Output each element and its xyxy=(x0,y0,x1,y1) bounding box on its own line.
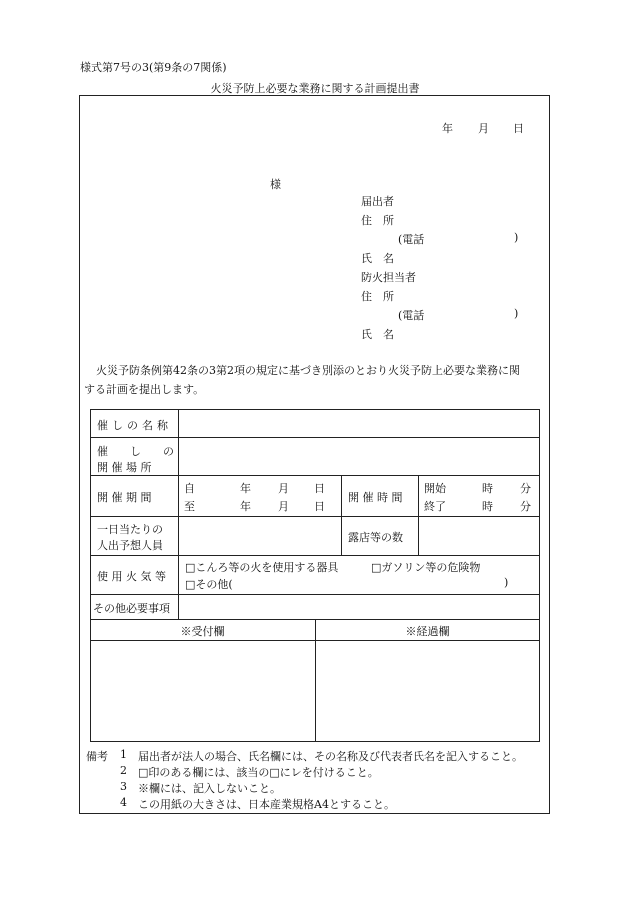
note-text: 届出者が法人の場合、氏名欄には、その名称及び代表者氏名を記入すること。 xyxy=(138,750,523,763)
period-to-day: 日 xyxy=(314,500,325,513)
notifier-phone-close: ) xyxy=(514,231,519,244)
note-number: 4 xyxy=(120,796,127,809)
application-table xyxy=(90,409,540,742)
body-text-line1: 火災予防条例第42条の3第2項の規定に基づき別添のとおり火災予防上必要な業務に関 xyxy=(96,364,520,377)
fire-officer-address-label: 住 所 xyxy=(361,290,394,303)
period-label: 開 催 期 間 xyxy=(97,491,152,504)
reception-header: ※受付欄 xyxy=(180,625,225,638)
venue-label-line2: 開 催 場 所 xyxy=(97,461,152,474)
note-number: 3 xyxy=(120,780,127,793)
period-to-month: 月 xyxy=(278,500,289,513)
visitors-label-line1: 一日当たりの xyxy=(97,523,163,536)
period-from-label: 自 xyxy=(184,482,195,495)
notifier-label: 届出者 xyxy=(361,195,394,208)
notifier-phone-open: (電話 xyxy=(398,233,425,246)
progress-box xyxy=(316,641,539,741)
time-start-minute: 分 xyxy=(520,482,531,495)
period-from-month: 月 xyxy=(278,482,289,495)
fire-officer-name-label: 氏 名 xyxy=(361,328,394,341)
stalls-field[interactable] xyxy=(419,517,539,555)
reception-box xyxy=(91,641,315,741)
time-label: 開 催 時 間 xyxy=(348,491,403,504)
event-name-field[interactable] xyxy=(179,410,539,437)
stalls-label: 露店等の数 xyxy=(348,531,403,544)
period-from-day: 日 xyxy=(314,482,325,495)
note-text: □印のある欄には、該当の□にレを付けること。 xyxy=(138,766,379,779)
period-to-label: 至 xyxy=(184,500,195,513)
note-text: この用紙の大きさは、日本産業規格A4とすること。 xyxy=(138,798,395,811)
progress-header: ※経過欄 xyxy=(405,625,450,638)
period-to-year: 年 xyxy=(240,500,251,513)
venue-label-line1: 催 し の xyxy=(97,445,174,458)
note-number: 2 xyxy=(120,764,127,777)
notifier-address-label: 住 所 xyxy=(361,214,394,227)
venue-field[interactable] xyxy=(179,438,539,475)
option-other-checkbox[interactable]: □その他( xyxy=(185,578,233,591)
option-other-close: ) xyxy=(504,576,509,589)
date-year-label: 年 xyxy=(442,122,453,135)
option-stove-checkbox[interactable]: □こんろ等の火を使用する器具 xyxy=(185,561,339,574)
fire-officer-phone-open: (電話 xyxy=(398,309,425,322)
other-items-field[interactable] xyxy=(179,595,539,619)
notes-label: 備考 xyxy=(86,750,108,763)
time-end-hour: 時 xyxy=(482,500,493,513)
visitors-label-line2: 人出予想人員 xyxy=(97,539,163,552)
fire-officer-phone-close: ) xyxy=(514,307,519,320)
form-title: 火災予防上必要な業務に関する計画提出書 xyxy=(210,82,420,95)
date-month-label: 月 xyxy=(478,122,489,135)
form-number: 様式第7号の3(第9条の7関係) xyxy=(80,61,227,74)
option-gasoline-checkbox[interactable]: □ガソリン等の危険物 xyxy=(371,561,481,574)
time-end-minute: 分 xyxy=(520,500,531,513)
time-start-hour: 時 xyxy=(482,482,493,495)
visitors-field[interactable] xyxy=(179,517,341,555)
fire-use-label: 使 用 火 気 等 xyxy=(97,570,166,583)
other-items-label: その他必要事項 xyxy=(93,602,170,615)
addressee-suffix: 様 xyxy=(270,178,281,191)
notifier-name-label: 氏 名 xyxy=(361,252,394,265)
period-from-year: 年 xyxy=(240,482,251,495)
note-number: 1 xyxy=(120,748,127,761)
time-end-label: 終了 xyxy=(424,500,446,513)
fire-officer-label: 防火担当者 xyxy=(361,271,416,284)
body-text-line2: する計画を提出します。 xyxy=(84,383,205,396)
event-name-label: 催しの名称 xyxy=(97,419,172,432)
date-day-label: 日 xyxy=(513,122,524,135)
time-start-label: 開始 xyxy=(424,482,446,495)
note-text: ※欄には、記入しないこと。 xyxy=(138,782,281,795)
